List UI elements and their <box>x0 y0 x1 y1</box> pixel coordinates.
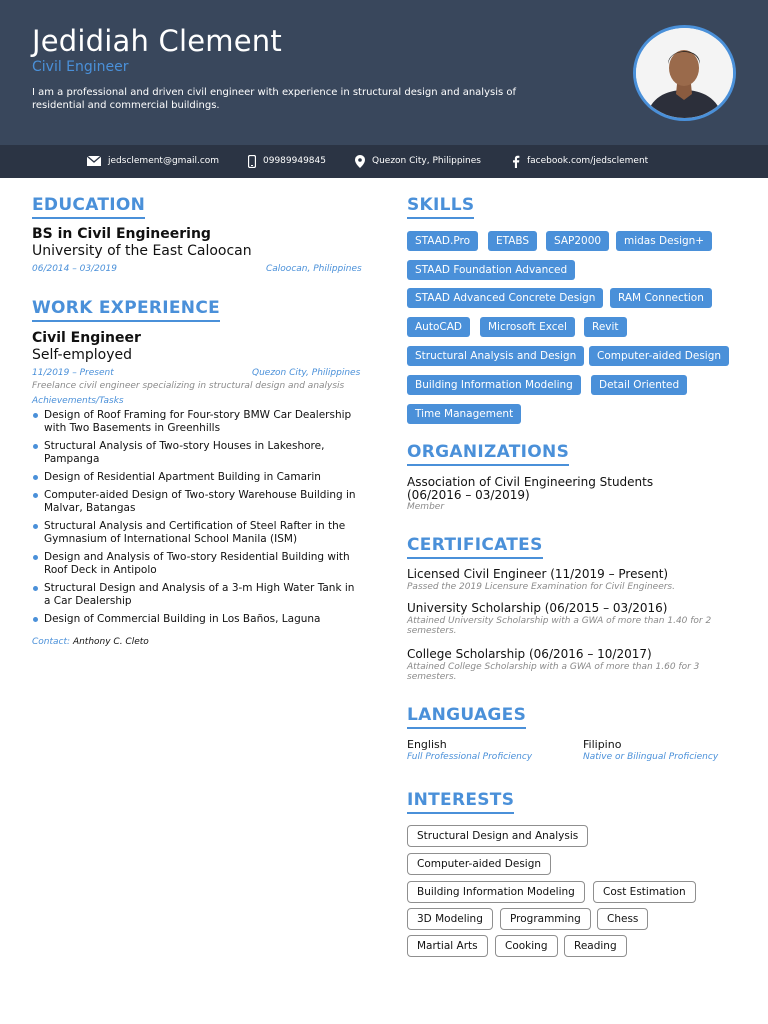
work-company: Self-employed <box>32 347 132 363</box>
certificate-desc: semesters. <box>407 626 457 636</box>
organization-dates: (06/2016 – 03/2019) <box>407 488 530 502</box>
organization-role: Member <box>407 502 445 512</box>
interest-tag: Structural Design and Analysis <box>407 825 588 847</box>
task-item: Design and Analysis of Two-story Residential Building with Roof Deck in Antipolo <box>32 551 362 577</box>
education-school: University of the East Caloocan <box>32 243 252 259</box>
skill-tag: AutoCAD <box>407 317 470 337</box>
organization-name: Association of Civil Engineering Students <box>407 475 654 489</box>
contact-bar <box>0 145 768 178</box>
envelope-icon <box>87 156 101 166</box>
certificate-desc: Passed the 2019 Licensure Examination for Civil Engineers. <box>407 582 675 592</box>
interest-tag: Chess <box>597 908 648 930</box>
work-dates: 11/2019 – Present <box>32 368 114 378</box>
languages-heading: LANGUAGES <box>407 705 526 729</box>
task-item: Design of Roof Framing for Four-story BMW Car Dealership with Two Basements in Greenhills <box>32 409 362 435</box>
bullet-icon <box>33 524 38 529</box>
work-description: Freelance civil engineer specializing in structural design and analysis <box>32 381 345 391</box>
skill-tag: RAM Connection <box>610 288 712 308</box>
task-item: Structural Analysis and Certification of Steel Rafter in the Gymnasium of International School Manila (ISM) <box>32 520 362 546</box>
certificate-desc: semesters. <box>407 672 457 682</box>
bullet-icon <box>33 444 38 449</box>
language-name: English <box>407 738 447 751</box>
phone-text: 09989949845 <box>263 156 326 166</box>
education-degree: BS in Civil Engineering <box>32 226 211 242</box>
skill-tag: STAAD Advanced Concrete Design <box>407 288 603 308</box>
contact-facebook[interactable] <box>512 154 648 168</box>
contact-email[interactable] <box>87 154 219 168</box>
language-name: Filipino <box>583 738 622 751</box>
bullet-icon <box>33 493 38 498</box>
education-location: Caloocan, Philippines <box>266 264 362 274</box>
organizations-heading: ORGANIZATIONS <box>407 442 569 466</box>
task-item: Design of Residential Apartment Building in Camarin <box>32 471 362 484</box>
language-level: Native or Bilingual Proficiency <box>583 752 719 762</box>
task-item: Design of Commercial Building in Los Baños, Laguna <box>32 613 362 626</box>
skill-tag: Building Information Modeling <box>407 375 581 395</box>
language-level: Full Professional Proficiency <box>407 752 533 762</box>
skill-tag: Detail Oriented <box>591 375 687 395</box>
certificate-title: University Scholarship (06/2015 – 03/2016) <box>407 601 668 615</box>
skill-tag: Time Management <box>407 404 521 424</box>
certificate-title: Licensed Civil Engineer (11/2019 – Present) <box>407 567 669 581</box>
skill-tag: Microsoft Excel <box>480 317 575 337</box>
task-item: Structural Design and Analysis of a 3-m High Water Tank in a Car Dealership <box>32 582 362 608</box>
skills-heading: SKILLS <box>407 195 474 219</box>
work-role: Civil Engineer <box>32 330 141 346</box>
contact-location <box>355 154 481 168</box>
interest-tag: Cooking <box>495 935 558 957</box>
certificate-desc: Attained College Scholarship with a GWA of more than 1.60 for 3 <box>407 662 700 672</box>
education-heading: EDUCATION <box>32 195 145 219</box>
contact-phone[interactable] <box>248 154 326 168</box>
skill-tag: SAP2000 <box>546 231 609 251</box>
interest-tag: Cost Estimation <box>593 881 696 903</box>
skill-tag: Structural Analysis and Design <box>407 346 584 366</box>
bullet-icon <box>33 586 38 591</box>
task-item: Structural Analysis of Two-story Houses in Lakeshore, Pampanga <box>32 440 362 466</box>
phone-icon <box>248 155 256 168</box>
skill-tag: Computer-aided Design <box>589 346 729 366</box>
bullet-icon <box>33 555 38 560</box>
interest-tag: Programming <box>500 908 591 930</box>
work-contact-name: Anthony C. Cleto <box>72 637 149 647</box>
location-text: Quezon City, Philippines <box>372 156 481 166</box>
task-list <box>32 409 362 631</box>
skill-tag: midas Design+ <box>616 231 712 251</box>
candidate-name: Jedidiah Clement <box>32 24 282 58</box>
candidate-title: Civil Engineer <box>32 59 129 75</box>
email-text: jedsclement@gmail.com <box>108 156 220 166</box>
work-tasks-label: Achievements/Tasks <box>32 396 124 406</box>
profile-photo <box>633 25 736 121</box>
bullet-icon <box>33 617 38 622</box>
bullet-icon <box>33 413 38 418</box>
interest-tag: 3D Modeling <box>407 908 493 930</box>
skill-tag: ETABS <box>488 231 537 251</box>
work-location: Quezon City, Philippines <box>252 368 361 378</box>
work-heading: WORK EXPERIENCE <box>32 298 220 322</box>
facebook-text: facebook.com/jedsclement <box>527 156 649 166</box>
education-dates: 06/2014 – 03/2019 <box>32 264 117 274</box>
interest-tag: Computer-aided Design <box>407 853 551 875</box>
resume-header <box>0 0 768 145</box>
skill-tag: Revit <box>584 317 627 337</box>
skill-tag: STAAD.Pro <box>407 231 478 251</box>
certificates-heading: CERTIFICATES <box>407 535 543 559</box>
interest-tag: Reading <box>564 935 627 957</box>
location-pin-icon <box>355 155 365 168</box>
interests-heading: INTERESTS <box>407 790 514 814</box>
bullet-icon <box>33 475 38 480</box>
work-contact-label: Contact: <box>32 637 71 647</box>
task-item: Computer-aided Design of Two-story Warehouse Building in Malvar, Batangas <box>32 489 362 515</box>
certificate-desc: Attained University Scholarship with a GWA of more than 1.40 for 2 <box>407 616 712 626</box>
interest-tag: Building Information Modeling <box>407 881 585 903</box>
skill-tag: STAAD Foundation Advanced <box>407 260 575 280</box>
summary-text: I am a professional and driven civil engineer with experience in structural design and analysis of residential and commercial buildings. <box>32 87 517 111</box>
work-contact <box>32 637 149 647</box>
certificate-title: College Scholarship (06/2016 – 10/2017) <box>407 647 652 661</box>
facebook-icon <box>512 155 520 168</box>
interest-tag: Martial Arts <box>407 935 488 957</box>
